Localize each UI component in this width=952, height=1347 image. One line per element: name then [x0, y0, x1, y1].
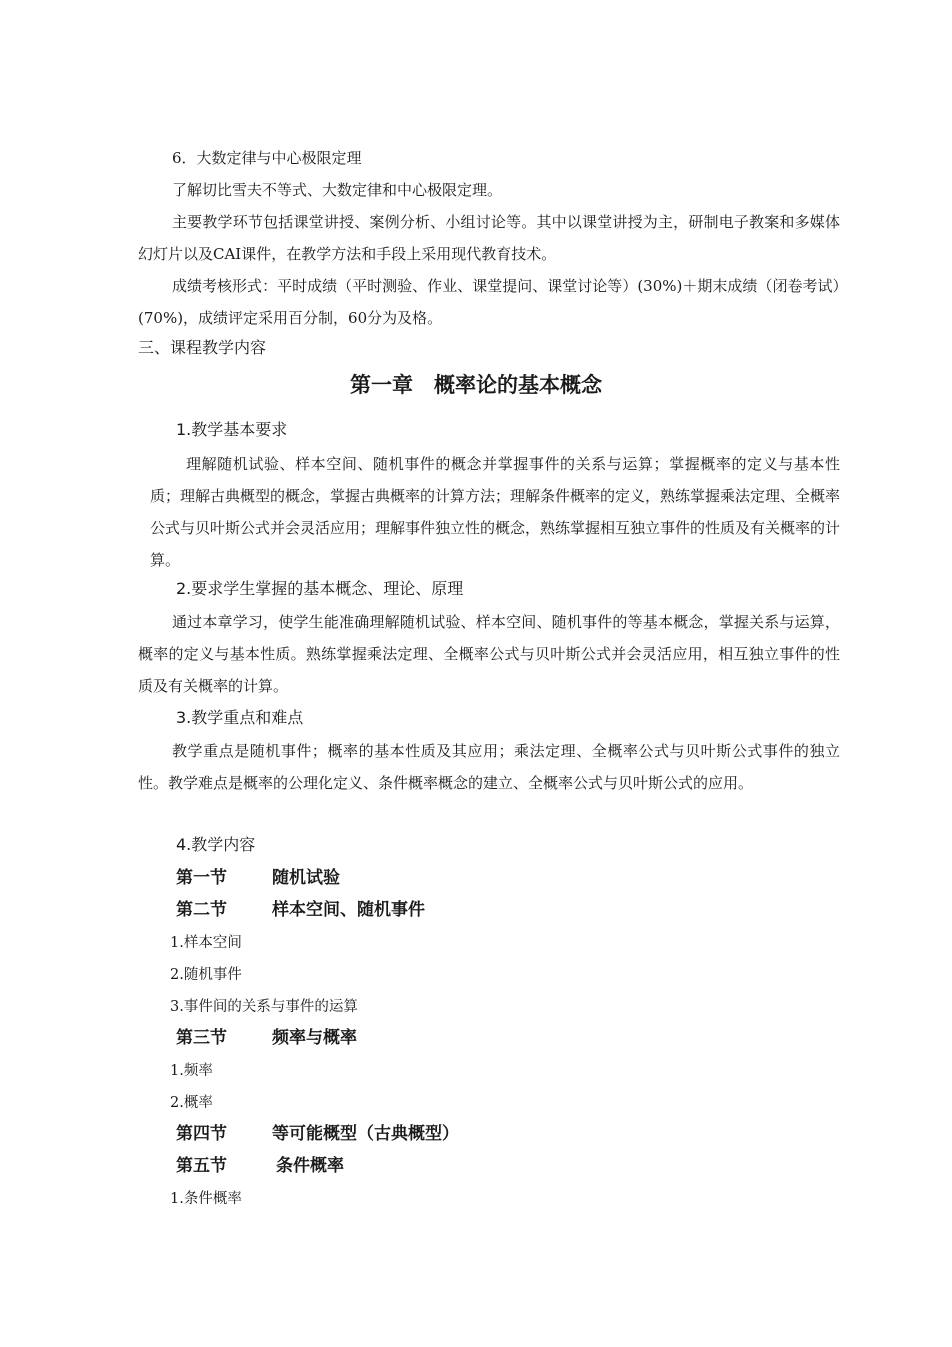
node-2-heading — [176, 899, 425, 921]
item6-title: 6．大数定律与中心极限定理 — [172, 149, 362, 167]
node-1-heading — [176, 867, 340, 889]
section-3-title: 三、课程教学内容 — [138, 338, 267, 357]
node-1-name: 随机试验 — [272, 868, 340, 888]
subsection-1-text: 理解随机试验、样本空间、随机事件的概念并掌握事件的关系与运算；掌握概率的定义与基本性质；理解古典概型的概念，掌握古典概率的计算方法；理解条件概率的定义，熟练掌握乘法定理、全概率公式与贝叶斯公式并会灵活应用；理解事件独立性的概念，熟练掌握相互独立事件的性质及有关概率的计算。 — [150, 455, 841, 569]
subsection-1-title: 1.教学基本要求 — [176, 420, 288, 439]
node-5-number: 第五节 — [176, 1156, 227, 1176]
node-5-name: 条件概率 — [276, 1156, 344, 1176]
subsection-2-title: 2.要求学生掌握的基本概念、理论、原理 — [176, 579, 464, 598]
subsection-2-text: 通过本章学习，使学生能准确理解随机试验、样本空间、随机事件的等基本概念，掌握关系与运算，概率的定义与基本性质。熟练掌握乘法定理、全概率公式与贝叶斯公式并会灵活应用，相互独立事件的性质及有关概率的计算。 — [138, 613, 840, 695]
node-4-heading — [176, 1123, 459, 1145]
grading-paragraph: 成绩考核形式：平时成绩（平时测验、作业、课堂提问、课堂讨论等）(30%)＋期末成绩（闭卷考试）(70%)，成绩评定采用百分制，60分为及格。 — [138, 277, 840, 327]
teaching-paragraph: 主要教学环节包括课堂讲授、案例分析、小组讨论等。其中以课堂讲授为主，研制电子教案和多媒体幻灯片以及CAI课件，在教学方法和手段上采用现代教育技术。 — [138, 213, 840, 263]
node-4-number: 第四节 — [176, 1124, 227, 1144]
list-item: 1.条件概率 — [170, 1191, 242, 1207]
chapter-title: 第一章 概率论的基本概念 — [350, 373, 602, 397]
node-4-name: 等可能概型（古典概型） — [272, 1124, 459, 1144]
node-5-heading — [176, 1155, 344, 1177]
list-item: 3.事件间的关系与事件的运算 — [170, 999, 358, 1015]
subsection-3-title: 3.教学重点和难点 — [176, 708, 304, 727]
node-2-number: 第二节 — [176, 900, 227, 920]
node-2-name: 样本空间、随机事件 — [272, 900, 425, 920]
node-3-number: 第三节 — [176, 1028, 227, 1048]
item6-text: 了解切比雪夫不等式、大数定律和中心极限定理。 — [172, 181, 503, 199]
subsection-3-text: 教学重点是随机事件；概率的基本性质及其应用；乘法定理、全概率公式与贝叶斯公式事件的独立性。教学难点是概率的公理化定义、条件概率概念的建立、全概率公式与贝叶斯公式的应用。 — [138, 742, 840, 792]
node-3-heading — [176, 1027, 357, 1049]
list-item: 2.随机事件 — [170, 967, 242, 983]
list-item: 1.样本空间 — [170, 935, 242, 951]
node-3-name: 频率与概率 — [272, 1028, 357, 1048]
subsection-4-title: 4.教学内容 — [176, 835, 256, 854]
list-item: 1.频率 — [170, 1063, 213, 1079]
node-1-number: 第一节 — [176, 868, 227, 888]
list-item: 2.概率 — [170, 1095, 213, 1111]
